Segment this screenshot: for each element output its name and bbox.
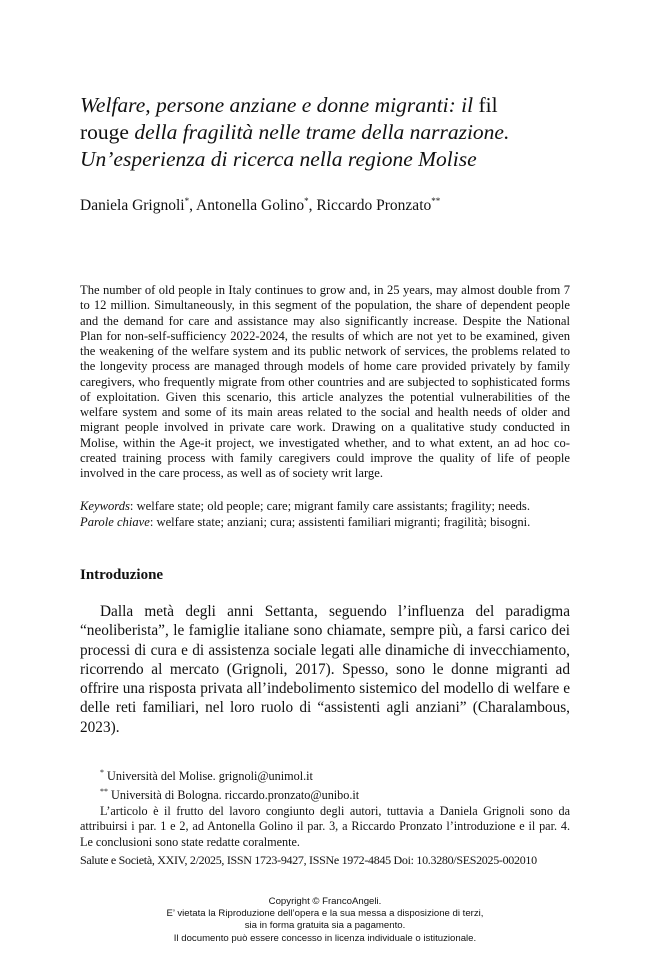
keywords-block [80, 499, 570, 530]
author-separator: , [189, 197, 197, 214]
copyright-line: Copyright © FrancoAngeli. [268, 896, 382, 907]
title-part-2: fil [478, 93, 498, 117]
author-affiliation-mark: ** [431, 196, 441, 206]
keywords-italian [80, 515, 570, 531]
title-part-4: della fragilità nelle trame della narrazione. [134, 120, 510, 144]
author-affiliation-mark: * [184, 196, 190, 206]
author-name: Daniela Grignoli [80, 197, 185, 214]
parole-chiave-label: Parole chiave [80, 514, 150, 529]
author-name: Antonella Golino [196, 197, 305, 214]
keywords-label: Keywords [80, 499, 130, 513]
author-separator: , [308, 197, 317, 214]
copyright-line: Il documento può essere concesso in licenza individuale o istituzionale. [173, 932, 477, 944]
footnotes [80, 765, 570, 850]
author-list [80, 191, 580, 216]
author-name: Riccardo Pronzato [316, 197, 432, 214]
title-part-1: Welfare, persone anziane e donne migranti: il [80, 93, 474, 117]
abstract [80, 283, 570, 481]
section-heading: Introduzione [80, 567, 164, 583]
keywords-text: : welfare state; old people; care; migrant family care assistants; fragility; needs. [129, 499, 530, 513]
footnote-2 [80, 784, 570, 803]
abstract-text: The number of old people in Italy continues to grow and, in 25 years, may almost double from 7 to 12 million. Simultaneously, in this segment of the population, the share of dependent people and the demand for care and assistance may also significantly increase. Despite the National Plan for non-self-sufficiency 2022-2024, the results of which are not yet to be examined, given the weakening of the welfare system and its public network of services, the problems related to the longevity process are managed through models of home care provided privately by family caregivers, who frequently migrate from other countries and are subjected to sophisticated forms of exploitation. Given this scenario, this article analyzes the potential vulnerabilities of the welfare system and some of its main areas related to the social and health needs of older and migrant people involved in private care work. Drawing on a qualitative study conducted in Molise, within the Age-it project, we investigated whether, and to what extent, an ad hoc co-created training process with family caregivers could improve the quality of life of people involved in the care process, as well as of society writ large. [80, 283, 570, 480]
title-part-5: Un’esperienza di ricerca nella regione Molise [80, 147, 477, 171]
footnote-text: Università di Bologna. riccardo.pronzato@unibo.it [108, 788, 360, 803]
keywords-english [80, 499, 570, 515]
footnote-mark: * [100, 768, 104, 777]
copyright-notice [0, 896, 650, 945]
author-affiliation-mark: * [304, 196, 309, 206]
footnote-1 [80, 765, 570, 784]
copyright-line: E’ vietata la Riproduzione dell’opera e la sua messa a disposizione di terzi, [166, 908, 484, 920]
footnote-text: Università del Molise. grignoli@unimol.it [104, 769, 313, 783]
copyright-line: sia in forma gratuita sia a pagamento. [244, 920, 406, 932]
authorship-note: L’articolo è il frutto del lavoro congiunto degli autori, tuttavia a Daniela Grignoli sono da attribuirsi i par. 1 e 2, ad Antonella Golino il par. 3, a Riccardo Pronzato l’introduzione e il par. 4. Le conclusioni sono state redatte coralmente. [80, 803, 570, 849]
body-text [80, 602, 570, 737]
footnote-mark: ** [100, 787, 108, 797]
body-paragraph: Dalla metà degli anni Settanta, seguendo l’influenza del paradigma “neoliberista”, le famiglie italiane sono chiamate, sempre più, a farsi carico dei processi di cura e di assistenza sociale legati alle dinamiche di invecchiamento, ricorrendo al mercato (Grignoli, 2017). Spesso, sono le donne migranti ad offrire una risposta privata all’indebolimento sistemico del modello di welfare e delle reti familiari, nel loro ruolo di “assistenti agli anziani” (Charalambous, 2023). [80, 603, 570, 736]
parole-chiave-text: : welfare state; anziani; cura; assistenti familiari migranti; fragilità; bisogni. [149, 514, 531, 529]
journal-citation: Salute e Società, XXIV, 2/2025, ISSN 1723-9427, ISSNe 1972-4845 Doi: 10.3280/SES2025-002010 [80, 853, 537, 867]
title-part-3: rouge [80, 120, 129, 144]
article-title [80, 92, 580, 173]
